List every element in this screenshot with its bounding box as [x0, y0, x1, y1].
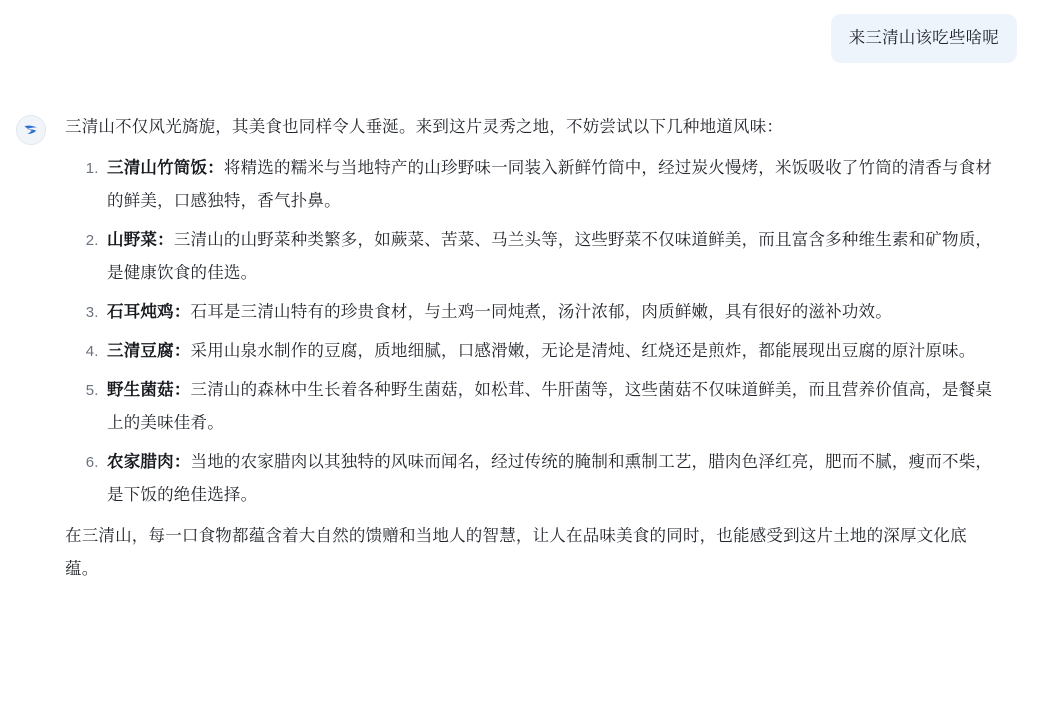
dish-description: 三清山的森林中生长着各种野生菌菇，如松茸、牛肝菌等，这些菌菇不仅味道鲜美，而且营养价值高，是餐桌上的美味佳肴。 [107, 380, 993, 432]
dish-separator: ： [173, 452, 191, 471]
list-item [103, 374, 995, 440]
dish-separator: ： [173, 302, 191, 321]
dish-name: 三清山竹筒饭 [107, 158, 208, 177]
dish-name: 三清豆腐 [107, 341, 174, 360]
assistant-message-row [0, 63, 1039, 586]
dish-description: 将精选的糯米与当地特产的山珍野味一同装入新鲜竹筒中，经过炭火慢烤，米饭吸收了竹筒的清香与食材的鲜美，口感独特，香气扑鼻。 [107, 158, 993, 210]
list-item [103, 296, 995, 329]
user-message-row [0, 0, 1039, 63]
list-item [103, 446, 995, 512]
dish-separator: ： [157, 230, 174, 249]
assistant-message-content [65, 111, 995, 586]
assistant-avatar [16, 115, 46, 145]
dish-name: 石耳炖鸡 [107, 302, 174, 321]
list-item [103, 152, 995, 218]
dish-separator: ： [173, 380, 191, 399]
dish-description: 采用山泉水制作的豆腐，质地细腻，口感滑嫩，无论是清炖、红烧还是煎炸，都能展现出豆腐的原汁原味。 [190, 341, 976, 360]
dish-list [65, 152, 995, 512]
assistant-intro-paragraph: 三清山不仅风光旖旎，其美食也同样令人垂涎。来到这片灵秀之地，不妨尝试以下几种地道风味： [65, 117, 784, 136]
list-item [103, 335, 995, 368]
user-message-bubble: 来三清山该吃些啥呢 [831, 14, 1017, 63]
dish-description: 三清山的山野菜种类繁多，如蕨菜、苦菜、马兰头等，这些野菜不仅味道鲜美，而且富含多种维生素和矿物质，是健康饮食的佳选。 [107, 230, 993, 282]
dish-description: 石耳是三清山特有的珍贵食材，与土鸡一同炖煮，汤汁浓郁，肉质鲜嫩，具有很好的滋补功效。 [190, 302, 892, 321]
dish-separator: ： [173, 341, 191, 360]
dish-separator: ： [207, 158, 224, 177]
dish-name: 野生菌菇 [107, 380, 174, 399]
dish-name: 山野菜 [107, 230, 158, 249]
assistant-logo-icon [22, 121, 40, 139]
list-item [103, 224, 995, 290]
assistant-outro-paragraph: 在三清山，每一口食物都蕴含着大自然的馈赠和当地人的智慧，让人在品味美食的同时，也能感受到这片土地的深厚文化底蕴。 [65, 526, 967, 578]
dish-name: 农家腊肉 [107, 452, 174, 471]
dish-description: 当地的农家腊肉以其独特的风味而闻名，经过传统的腌制和熏制工艺，腊肉色泽红亮，肥而不腻，瘦而不柴，是下饭的绝佳选择。 [107, 452, 993, 504]
